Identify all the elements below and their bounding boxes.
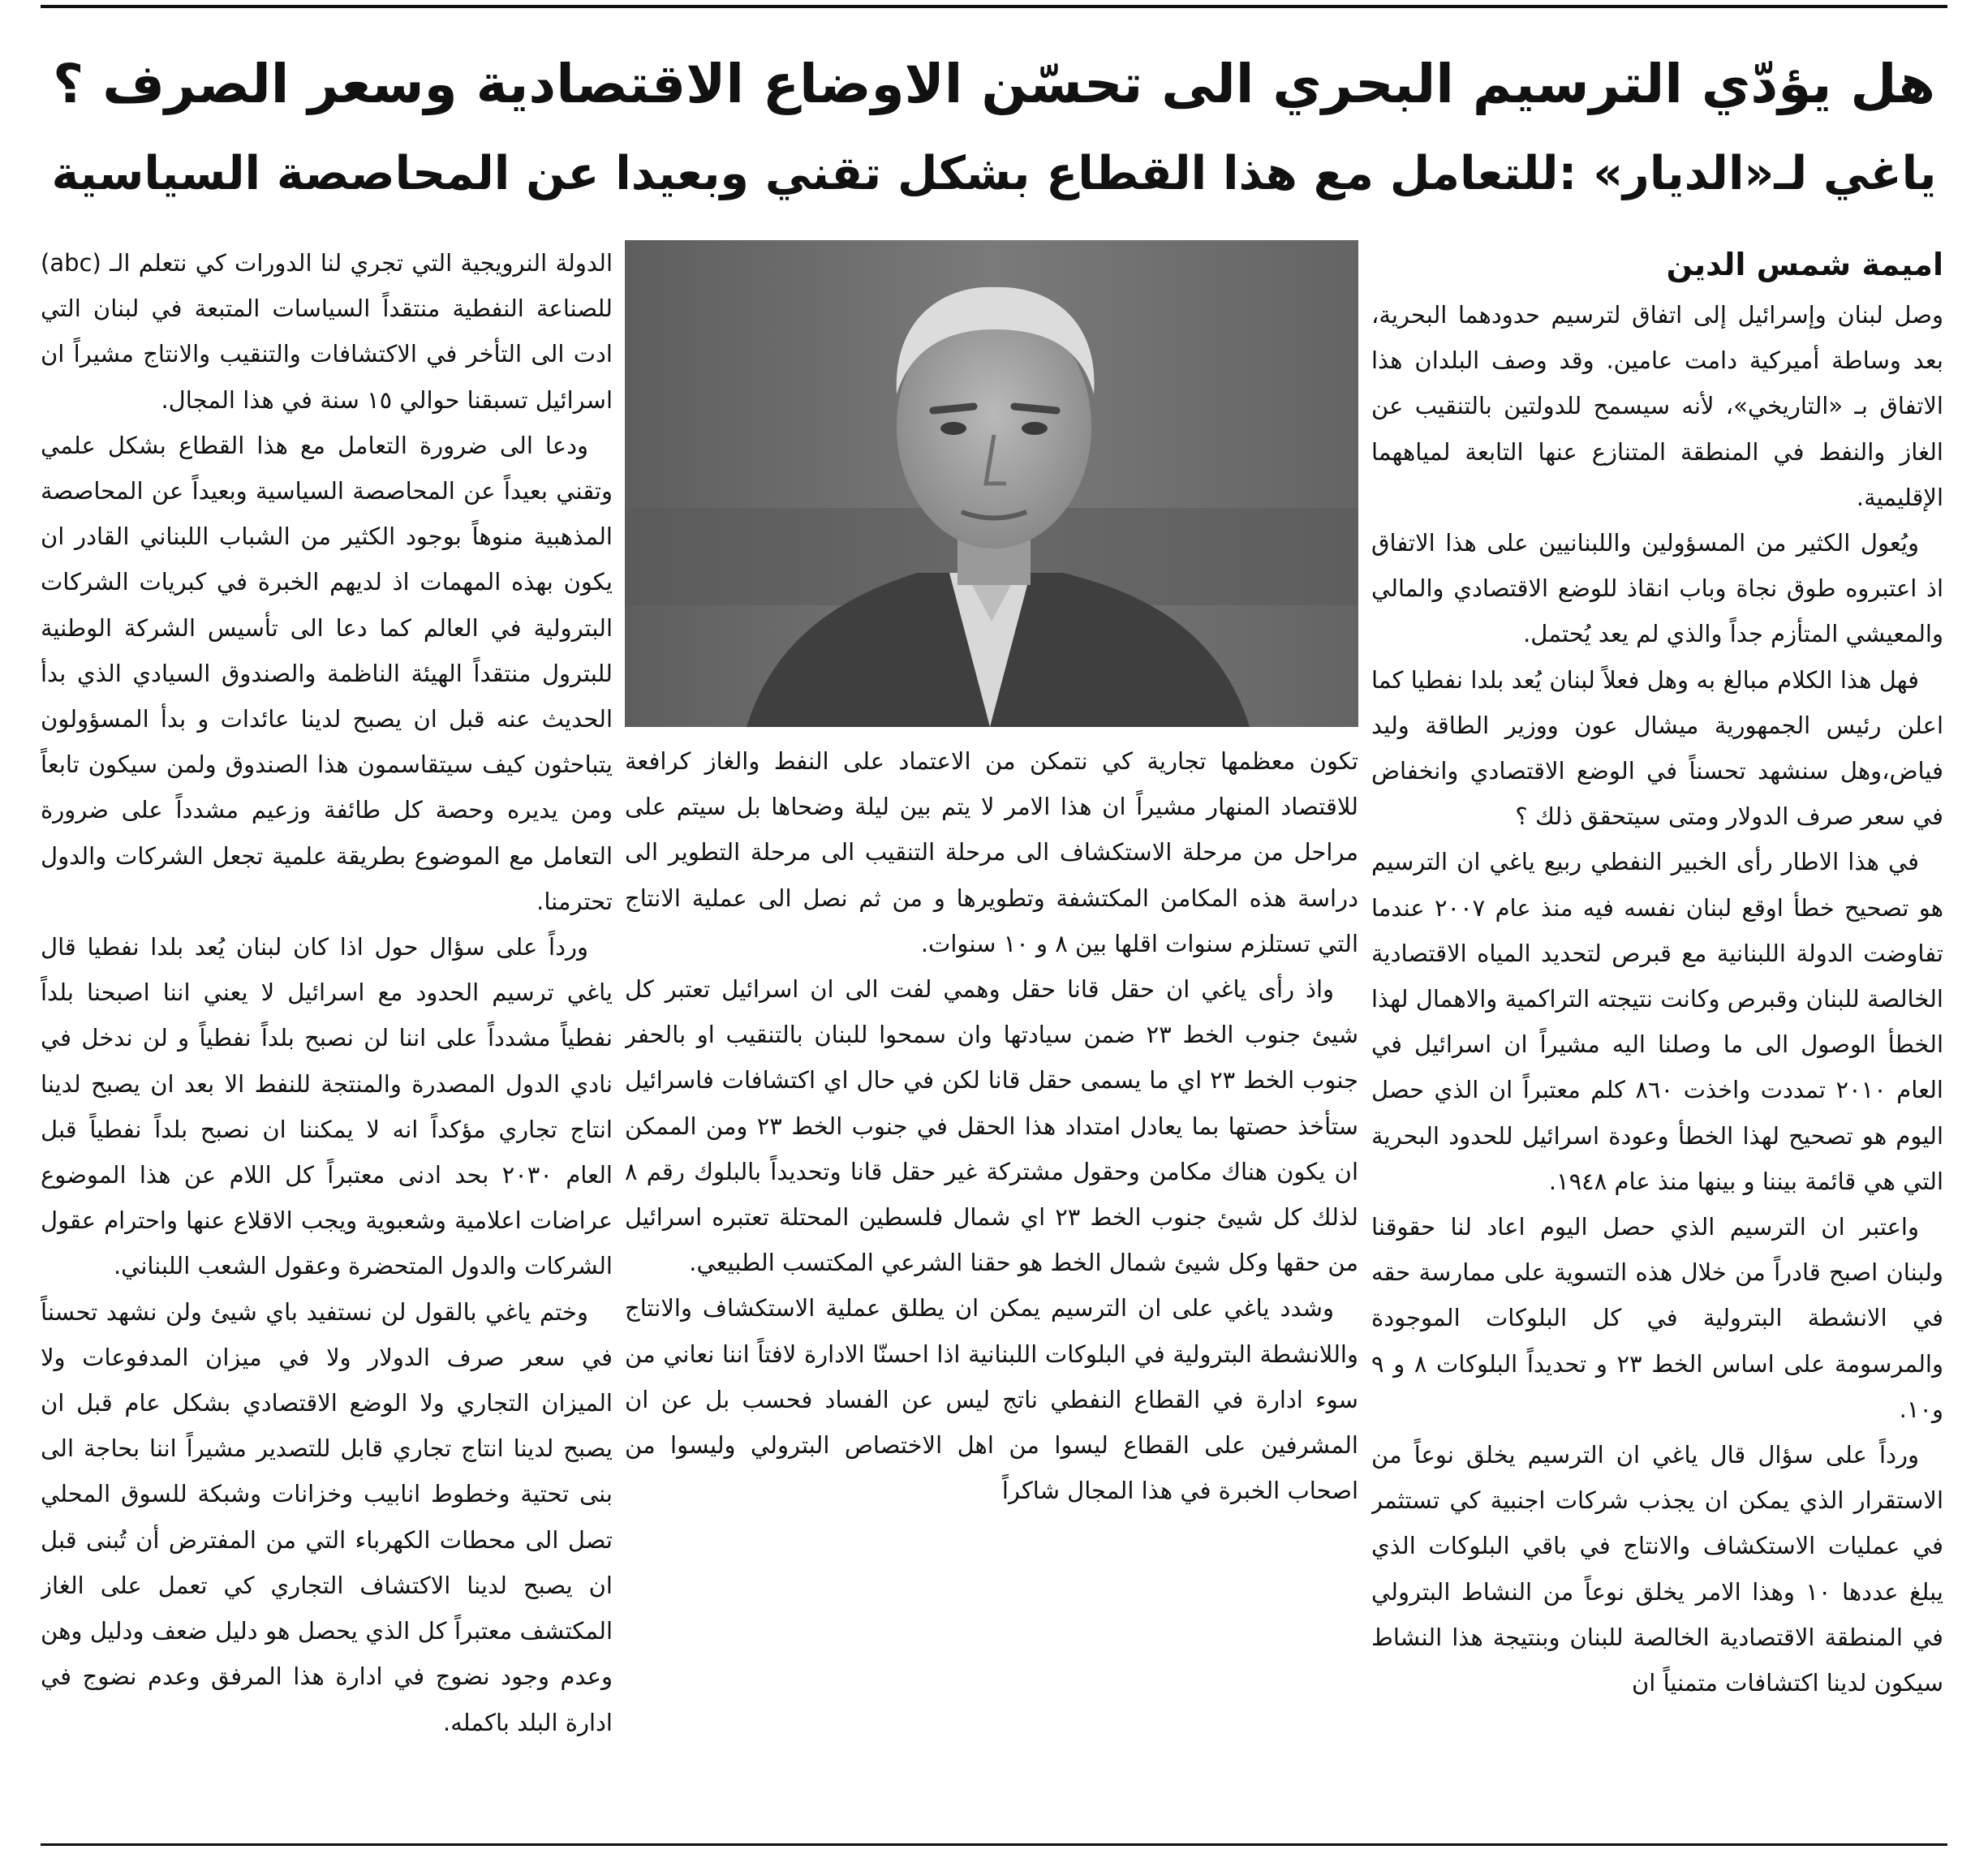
paragraph: ودعا الى ضرورة التعامل مع هذا القطاع بشكل علمي وتقني بعيداً عن المحاصصة السياسية وبعيداً عن المحاصصة المذهبية منوهاً بوجود الكثير من الشباب اللبناني القادر ان يكون بهذه المهمات اذ لديهم الخبرة في كبريات الشركات البترولية في العالم كما دعا الى تأسيس الشركة الوطنية للبترول منتقداً الهيئة الناظمة والصندوق السيادي الذي بدأ الحديث عنه قبل ان يصبح لدينا عائدات و بدأ المسؤولون يتباحثون كيف سيتقاسمون هذا الصندوق ولمن سيكون تابعاً ومن يديره وحصة كل طائفة وزعيم مشدداً على ضرورة التعامل مع الموضوع بطريقة علمية تجعل الشركات والدول تحترمنا. <box>41 431 613 915</box>
column-right <box>1371 292 1943 1842</box>
paragraph: وختم ياغي بالقول لن نستفيد باي شيئ ولن نشهد تحسناً في سعر صرف الدولار ولا في ميزان المدفوعات ولا الميزان التجاري ولا الوضع الاقتصادي بشكل عام قبل ان يصبح لدينا انتاج تجاري قابل للتصدير مشيراً اننا بحاجة الى بنى تحتية وخطوط انابيب وخزانات وشبكة للسوق المحلي تصل الى محطات الكهرباء التي من المفترض أن تُبنى قبل ان يصبح لدينا الاكتشاف التجاري كي تعمل على الغاز المكتشف معتبراً كل الذي يحصل هو دليل ضعف ودليل وهن وعدم وجود نضوج في ادارة هذا المرفق وعدم نضوج في ادارة البلد باكمله. <box>41 1297 613 1736</box>
paragraph: الدولة النرويجية التي تجري لنا الدورات كي نتعلم الـ (abc) للصناعة النفطية منتقداً السياسات المتبعة في لبنان التي ادت الى التأخر في الاكتشافات والتنقيب والانتاج مشيراً ان اسرائيل تسبقنا حوالي ١٥ سنة في هذا المجال. <box>41 249 613 414</box>
paragraph: ورداً على سؤال حول اذا كان لبنان يُعد بلدا نفطيا قال ياغي ترسيم الحدود مع اسرائيل لا يعني اننا اصبحنا بلداً نفطياً مشدداً على اننا لن نصبح بلداً نفطياً و لن ندخل في نادي الدول المصدرة والمنتجة للنفط الا بعد ان يصبح لدينا انتاج تجاري مؤكداً انه لا يمكننا ان نصبح بلداً نفطياً قبل العام ٢٠٣٠ بحد ادنى معتبراً كل اللام عن هذا الموضوع عراضات اعلامية وشعبوية ويجب الاقلاع عنها واحترام عقول الشركات والدول المتحضرة وعقول الشعب اللبناني. <box>41 933 613 1280</box>
paragraph: وصل لبنان وإسرائيل إلى اتفاق لترسيم حدودهما البحرية، بعد وساطة أميركية دامت عامين. وقد وصف البلدان هذا الاتفاق بـ «التاريخي»، لأنه سيسمح للدولتين بالتنقيب عن الغاز والنفط في المنطقة المتنازع عنها التابعة لمياههما الإقليمية. <box>1371 301 1943 511</box>
column-middle <box>625 738 1358 1842</box>
top-rule <box>41 5 1947 8</box>
portrait-icon <box>625 240 1358 727</box>
paragraph: تكون معظمها تجارية كي نتمكن من الاعتماد على النفط والغاز كرافعة للاقتصاد المنهار مشيراً ان هذا الامر لا يتم بين ليلة وضحاها بل سيتم على مراحل من مرحلة الاستكشاف الى مرحلة التنقيب الى مرحلة التطوير الى دراسة هذه المكامن المكتشفة وتطويرها و من ثم نصل الى عملية الانتاج التي تستلزم سنوات اقلها بين ٨ و ١٠ سنوات. <box>625 747 1358 957</box>
paragraph: وشدد ياغي على ان الترسيم يمكن ان يطلق عملية الاستكشاف والانتاج واللانشطة البترولية في البلوكات اللبنانية اذا احسنّا الادارة لافتاً اننا نعاني من سوء ادارة في القطاع النفطي ناتج ليس عن الفساد فحسب بل عن ان المشرفين على القطاع ليسوا من اهل الاختصاص البترولي وليسوا من اصحاب الخبرة في هذا المجال شاكراً <box>625 1294 1358 1505</box>
column-left <box>41 240 613 1842</box>
portrait-photo <box>625 240 1358 727</box>
author-byline: اميمة شمس الدين <box>1666 247 1943 282</box>
headline-line-1: هل يؤدّي الترسيم البحري الى تحسّن الاوضاع الاقتصادية وسعر الصرف ؟ <box>52 53 1936 115</box>
paragraph: واذ رأى ياغي ان حقل قانا حقل وهمي لفت الى ان اسرائيل تعتبر كل شيئ جنوب الخط ٢٣ ضمن سيادتها وان سمحوا للبنان بالتنقيب او بالحفر جنوب الخط ٢٣ اي ما يسمى حقل قانا لكن في حال اي اكتشافات فاسرائيل ستأخذ حصتها بما يعادل امتداد هذا الحقل في جنوب الخط ٢٣ ومن الممكن ان يكون هناك مكامن وحقول مشتركة غير حقل قانا وتحديداً بالبلوك رقم ٨ لذلك كل شيئ جنوب الخط ٢٣ اي شمال فلسطين المحتلة تعتبره اسرائيل من حقها وكل شيئ شمال الخط هو حقنا الشرعي المكتسب الطبيعي. <box>625 975 1358 1277</box>
bottom-rule <box>41 1843 1947 1846</box>
paragraph: ويُعول الكثير من المسؤولين واللبنانيين على هذا الاتفاق اذ اعتبروه طوق نجاة وباب انقاذ للوضع الاقتصادي والمالي والمعيشي المتأزم جداً والذي لم يعد يُحتمل. <box>1371 529 1943 648</box>
paragraph: واعتبر ان الترسيم الذي حصل اليوم اعاد لنا حقوقنا ولبنان اصبح قادراً من خلال هذه التسوية على ممارسة حقه في الانشطة البترولية في كل البلوكات الموجودة والمرسومة على اساس الخط ٢٣ و تحديداً البلوكات ٨ و ٩ و١٠. <box>1371 1213 1943 1423</box>
paragraph: ورداً على سؤال قال ياغي ان الترسيم يخلق نوعاً من الاستقرار الذي يمكن ان يجذب شركات اجنبية كي تستثمر في عمليات الاستكشاف والانتاج في باقي البلوكات الذي يبلغ عددها ١٠ وهذا الامر يخلق نوعاً من النشاط البترولي في المنطقة الاقتصادية الخالصة للبنان وبنتيجة هذا النشاط سيكون لدينا اكتشافات متمنياً ان <box>1371 1441 1943 1697</box>
headline-line-2: ياغي لـ«الديار» :للتعامل مع هذا القطاع بشكل تقني وبعيدا عن المحاصصة السياسية <box>51 147 1937 200</box>
paragraph: فهل هذا الكلام مبالغ به وهل فعلاً لبنان يُعد بلدا نفطيا كما اعلن رئيس الجمهورية ميشال عون ووزير الطاقة وليد فياض،وهل سنشهد تحسناً في الوضع الاقتصادي وانخفاض في سعر صرف الدولار ومتى سيتحقق ذلك ؟ <box>1371 665 1943 831</box>
paragraph: في هذا الاطار رأى الخبير النفطي ربيع ياغي ان الترسيم هو تصحيح خطأ اوقع لبنان نفسه فيه منذ عام ٢٠٠٧ عندما تفاوضت الدولة اللبنانية مع قبرص لتحديد المياه الاقتصادية الخالصة للبنان وقبرص وكانت نتيجته التراكمية والاهمال لهذا الخطأ الوصول الى ما وصلنا اليه مشيراً ان اسرائيل في العام ٢٠١٠ تمددت واخذت ٨٦٠ كلم معتبراً ان الذي حصل اليوم هو تصحيح لهذا الخطأ وعودة اسرائيل للحدود البحرية التي هي قائمة بيننا و بينها منذ عام ١٩٤٨. <box>1371 848 1943 1195</box>
